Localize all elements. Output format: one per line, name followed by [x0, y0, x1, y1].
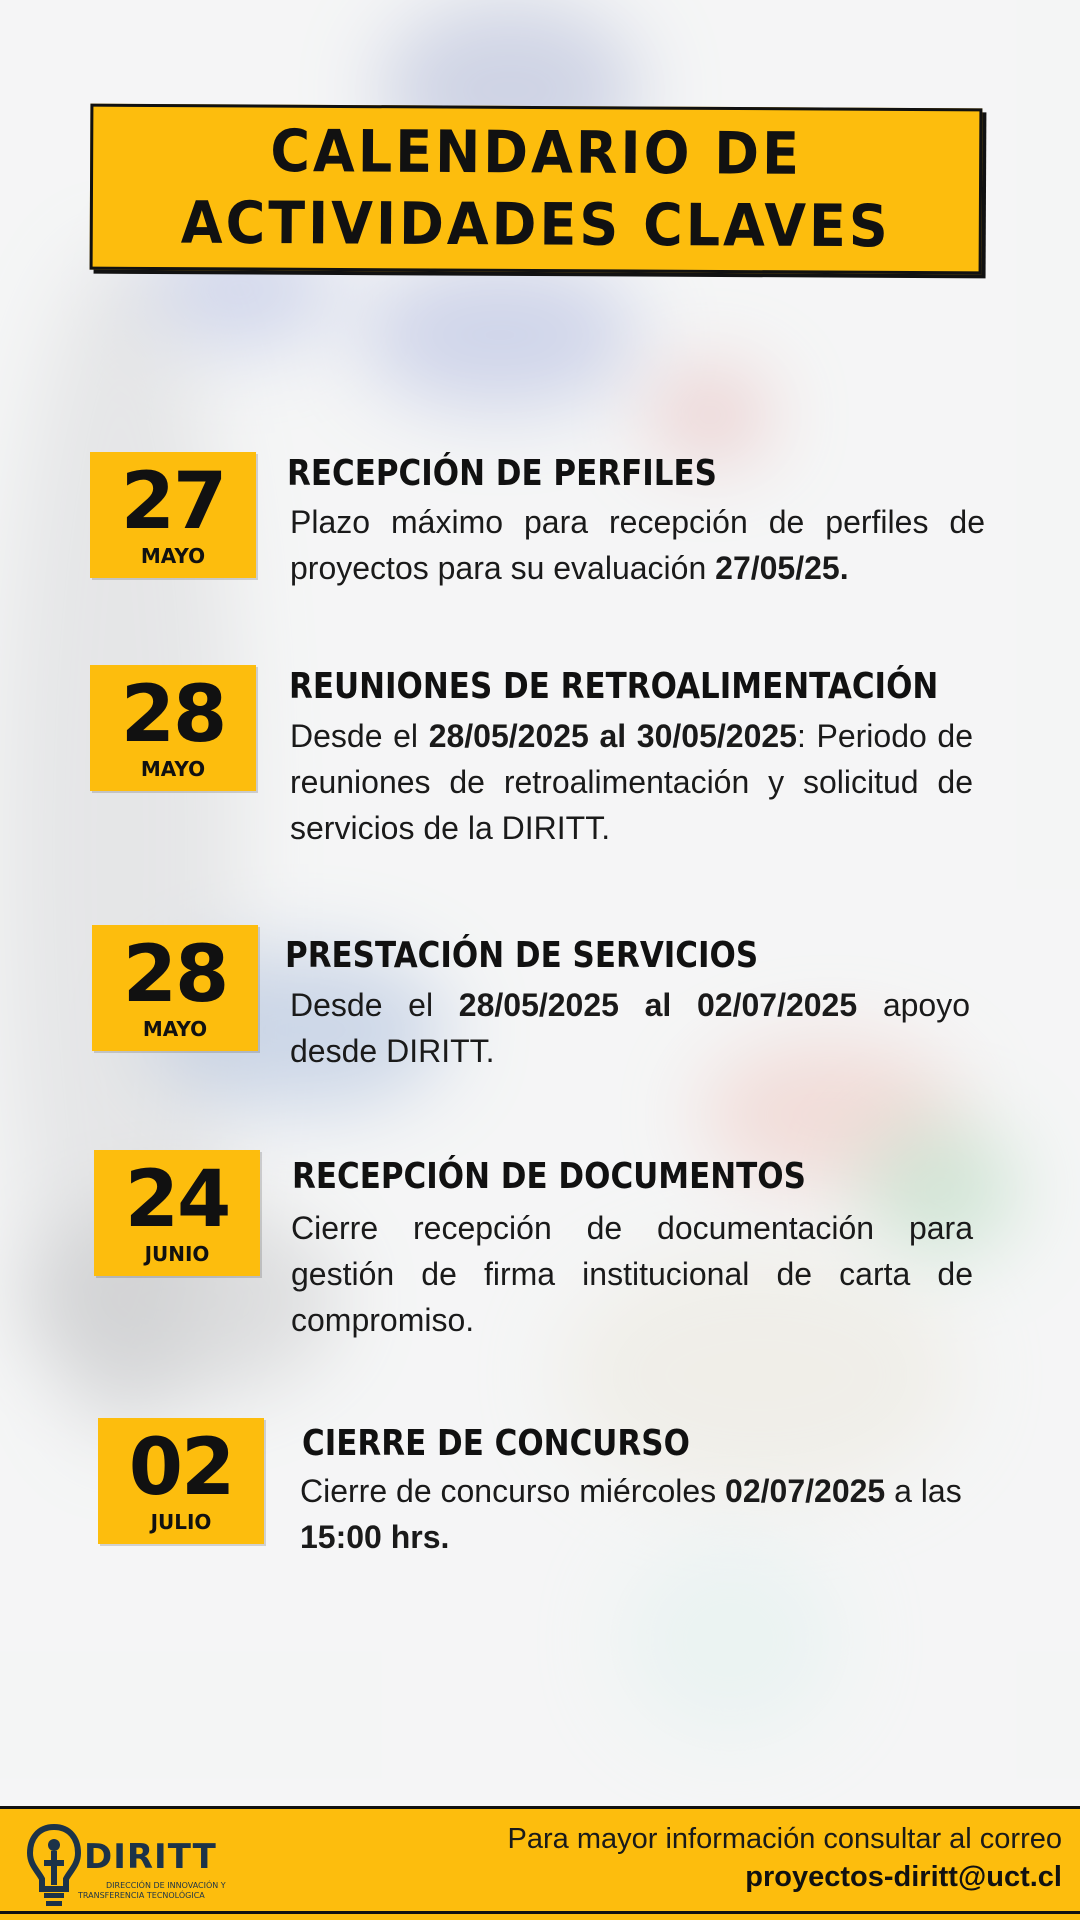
title-banner	[90, 104, 983, 275]
date-badge	[98, 1418, 264, 1544]
event-description-part: Cierre recepción de documentación para gestión de firma institucional de carta de compromiso.	[291, 1210, 973, 1338]
event-title: RECEPCIÓN DE PERFILES	[287, 453, 717, 494]
contact-text: Para mayor información consultar al correo	[507, 1823, 1062, 1855]
event-description-part: 02/07/2025	[725, 1473, 886, 1509]
event-title: RECEPCIÓN DE DOCUMENTOS	[292, 1156, 806, 1197]
event-description	[290, 982, 970, 1074]
event-description-part: 28/05/2025 al 30/05/2025	[428, 718, 797, 754]
event-title: REUNIONES DE RETROALIMENTACIÓN	[289, 666, 939, 707]
event-description-part: 27/05/25.	[715, 550, 849, 586]
footer-divider	[0, 1911, 1080, 1914]
date-badge	[90, 665, 256, 791]
date-day: 02	[128, 1423, 234, 1513]
event-description	[300, 1468, 980, 1560]
date-badge	[94, 1150, 260, 1276]
date-month: MAYO	[140, 544, 206, 568]
event-description-part: Desde el	[290, 718, 429, 754]
date-day: 28	[122, 930, 228, 1020]
event-description-part: Plazo máximo para recepción de perfiles de proyectos para su evaluación	[290, 504, 985, 586]
logo-subtitle-2: TRANSFERENCIA TECNOLÓGICA	[78, 1891, 205, 1900]
contact-email-link[interactable]: proyectos-diritt@uct.cl	[745, 1861, 1062, 1893]
date-badge	[90, 452, 256, 578]
date-month: JULIO	[150, 1510, 212, 1534]
date-day: 28	[120, 670, 226, 760]
date-month: JUNIO	[144, 1242, 210, 1266]
event-description-part: 15:00 hrs.	[300, 1519, 450, 1555]
date-badge	[92, 925, 258, 1051]
event-description-part: Desde el	[290, 987, 459, 1023]
date-day: 24	[124, 1155, 230, 1245]
logo-subtitle-1: DIRECCIÓN DE INNOVACIÓN Y	[106, 1881, 226, 1890]
logo-name: DIRITT	[84, 1837, 217, 1877]
event-description	[290, 499, 985, 591]
diritt-logo	[24, 1819, 234, 1909]
event-description-part: 28/05/2025 al 02/07/2025	[458, 987, 858, 1023]
event-description-part: apoyo desde DIRITT.	[290, 987, 971, 1069]
title-line-1: CALENDARIO DE	[270, 117, 803, 188]
event-description-part: Cierre de concurso miércoles	[300, 1473, 726, 1509]
date-day: 27	[120, 457, 226, 547]
title-line-2: ACTIVIDADES CLAVES	[180, 188, 891, 261]
date-month: MAYO	[142, 1017, 208, 1041]
event-description	[290, 713, 973, 851]
event-description-part: : Periodo de reuniones de retroalimentación y solicitud de servicios de la DIRITT.	[290, 718, 974, 846]
lightbulb-person-icon	[24, 1819, 84, 1911]
date-month: MAYO	[140, 757, 206, 781]
event-description-part: a las	[885, 1473, 962, 1509]
event-title: PRESTACIÓN DE SERVICIOS	[285, 935, 759, 976]
event-title: CIERRE DE CONCURSO	[302, 1423, 690, 1464]
event-description	[291, 1205, 973, 1343]
footer-bar	[0, 1806, 1080, 1920]
